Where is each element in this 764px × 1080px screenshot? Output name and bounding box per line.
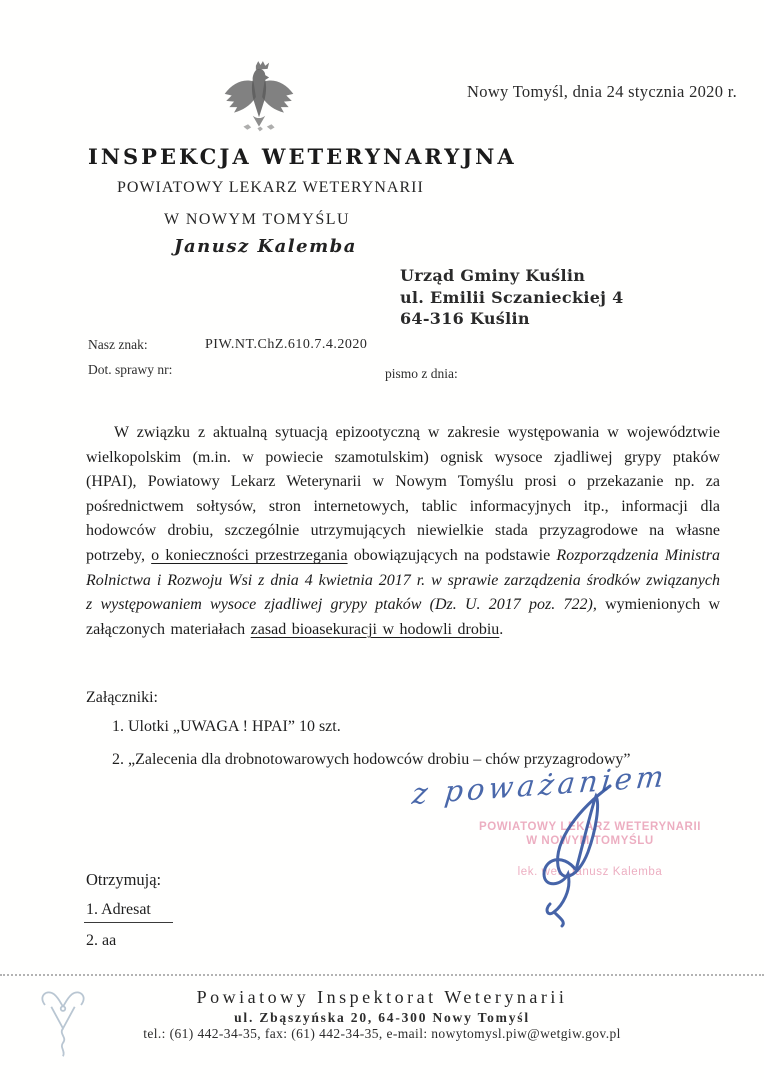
our-ref-label: Nasz znak:: [88, 337, 148, 352]
date-line: Nowy Tomyśl, dnia 24 stycznia 2020 r.: [467, 82, 737, 101]
distribution-item-aa: 2. aa: [86, 932, 117, 949]
polish-eagle-icon: [220, 58, 298, 136]
attachment-item: 1. Ulotki „UWAGA ! HPAI” 10 szt.: [112, 718, 341, 735]
body-segment-underlined: zasad bioasekuracji w hodowli drobiu: [250, 620, 500, 638]
distribution-item-adresat: 1. Adresat: [84, 901, 173, 923]
attachment-item: 2. „Zalecenia dla drobnotowarowych hodowców drobiu – chów przyzagrodowy”: [112, 751, 631, 768]
distribution-heading: Otrzymują:: [86, 870, 162, 889]
addressee-street: ul. Emilii Sczanieckiej 4: [400, 287, 624, 307]
body-segment-regulation-italic: Rozporządzenia Ministra Rolnictwa i Rozwoju Wsi z dnia 4 kwietnia 2017 r. w sprawie zarządzenia środków związanych z występowaniem wysoce zjadliwej grypy ptaków (Dz. U. 2017 poz. 722),: [86, 546, 720, 614]
body-segment: wymienionych w załączonych materiałach: [86, 596, 720, 638]
case-number-label: Dot. sprawy nr:: [88, 362, 173, 377]
footer-contact: tel.: (61) 442-34-35, fax: (61) 442-34-35, e-mail: nowytomysl.piw@wetgiw.gov.pl: [143, 1026, 621, 1041]
stamp-office-line: POWIATOWY LEKARZ WETERYNARII: [478, 821, 702, 833]
footer-divider: [0, 974, 764, 976]
addressee-block: [400, 265, 624, 330]
body-segment: obowiązujących na podstawie: [347, 546, 557, 564]
signatory-name: Janusz Kalemba: [174, 236, 357, 257]
body-paragraph: [86, 421, 720, 642]
body-segment: W związku z aktualną sytuacją epizootyczną w zakresie występowania w województwie wielkopolskim (m.in. w powiecie szamotulskim) ognisk wysoce zjadliwej grypy ptaków (HPAI), Powiatowy Lekarz Weterynarii w Nowym Tomyślu prosi o przekazanie np. za pośrednictwem sołtysów, stron internetowych, tablic informacyjnych itp., informacji dla hodowców drobiu, szczególnie utrzymujących niewielkie stada przyzagrodowe na własne potrzeby,: [86, 424, 720, 564]
org-subtitle-location: W NOWYM TOMYŚLU: [164, 211, 351, 228]
org-title: INSPEKCJA WETERYNARYJNA: [88, 144, 517, 169]
handwritten-closing: z poważaniem: [410, 758, 670, 812]
stamp-location-line: W NOWYM TOMYŚLU: [526, 835, 654, 847]
body-segment: .: [499, 620, 504, 638]
footer-org-name: Powiatowy Inspektorat Weterynarii: [196, 987, 568, 1007]
body-segment-underlined: o konieczności przestrzegania: [151, 546, 348, 564]
our-ref-value: PIW.NT.ChZ.610.7.4.2020: [205, 337, 368, 352]
footer-address: ul. Zbąszyńska 20, 64-300 Nowy Tomyśl: [234, 1010, 530, 1025]
addressee-city: 64-316 Kuślin: [400, 309, 530, 328]
addressee-name: Urząd Gminy Kuślin: [400, 266, 586, 285]
org-subtitle-office: POWIATOWY LEKARZ WETERYNARII: [117, 179, 424, 196]
signature-scribble: [492, 778, 662, 928]
stamp-signatory-line: lek. wet. Janusz Kalemba: [517, 866, 663, 878]
letter-date-label: pismo z dnia:: [385, 366, 458, 381]
attachments-heading: Załączniki:: [86, 689, 158, 706]
